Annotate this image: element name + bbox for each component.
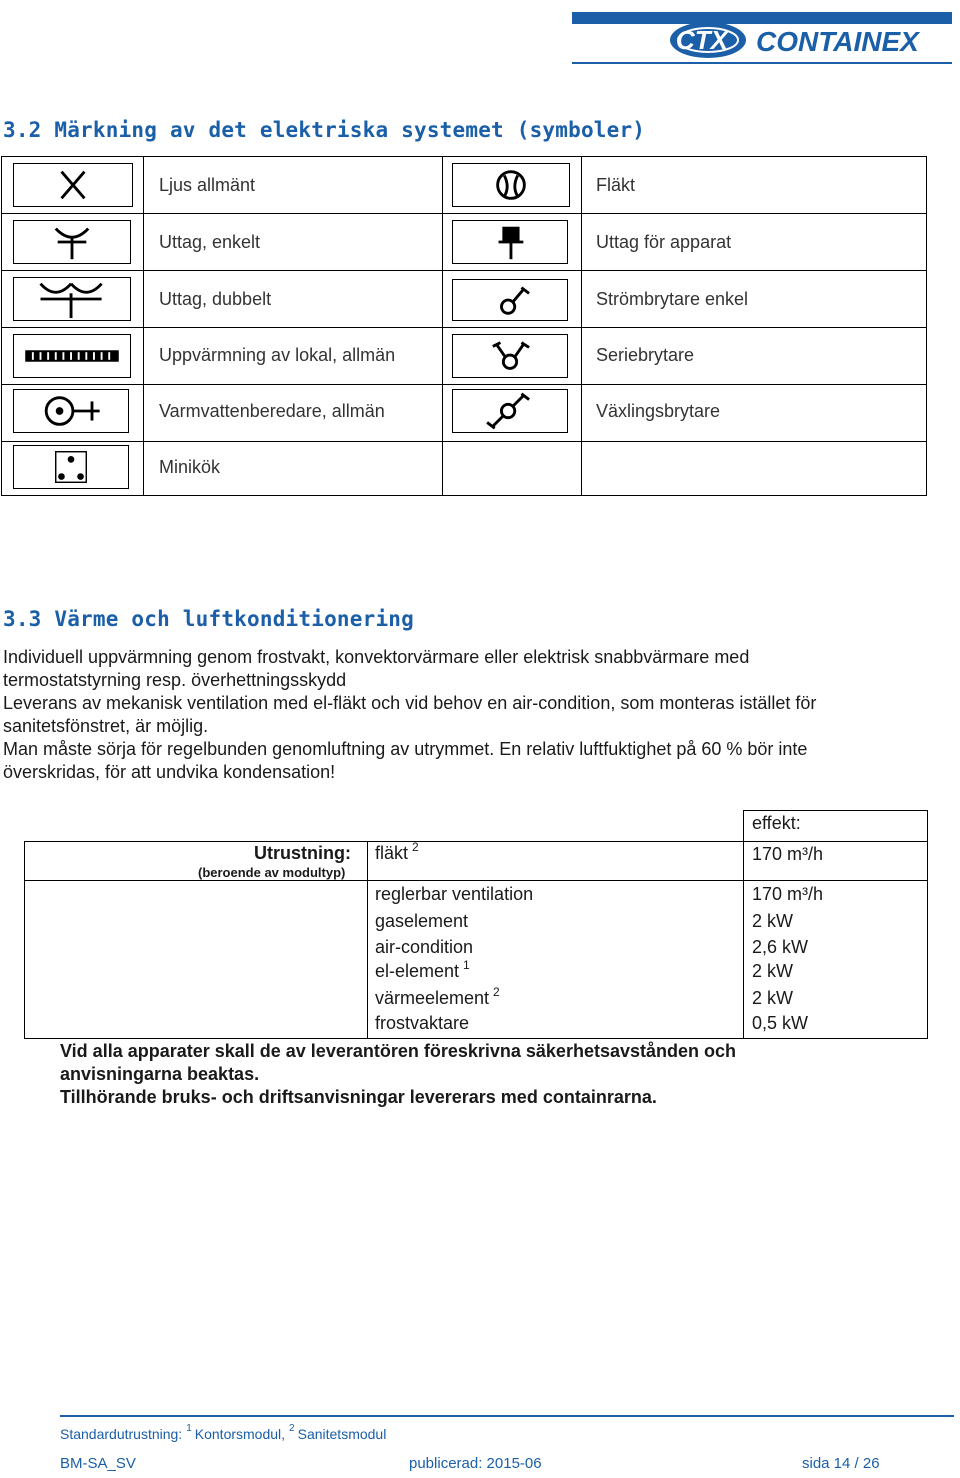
footer-published: publicerad: 2015-06 [409, 1455, 542, 1472]
flakt-icon [452, 163, 570, 207]
equipment-item: fläkt $^2$ [375, 840, 419, 863]
uppvarmning-icon [13, 334, 131, 378]
equipment-item: reglerbar ventilation [375, 884, 534, 904]
footer-page-number: sida 14 / 26 [802, 1455, 880, 1472]
equipment-item: gaselement [375, 911, 469, 931]
paragraph-uppvarmning: Individuell uppvärmning genom frostvakt, konvektorvärmare eller elektrisk snabbvärmare med termostatstyrning resp. överhettningsskydd [3, 647, 750, 690]
effekt-header: effekt: [752, 813, 801, 833]
paragraph-ventilation: Leverans av mekanisk ventilation med el-fläkt och vid behov en air-condition, som monteras istället för sanitetsfönstret, är möjlig. [3, 693, 817, 736]
equipment-label: Utrustning: [254, 843, 351, 863]
equipment-item: air-condition [375, 937, 474, 957]
header-rule [572, 62, 952, 64]
equipment-value: 2,6 kW [752, 937, 809, 957]
section-title-3-3: 3.3 Värme och luftkonditionering [3, 607, 414, 631]
equipment-item: värmeelement $^2$ [375, 985, 500, 1008]
symbol-label-uttag-dubbelt: Uttag, dubbelt [159, 289, 272, 309]
strombrytare-enkel-icon [452, 279, 568, 321]
safety-note-line2: anvisningarna beaktas. [60, 1064, 260, 1084]
footer-legend: Standardutrustning: $^1$ Kontorsmodul, $^2$ Sanitetsmodul [60, 1423, 387, 1442]
symbol-label-uttag-apparat: Uttag för apparat [596, 232, 732, 252]
containex-logo [668, 18, 948, 62]
symbol-table [1, 156, 927, 496]
symbol-label-minikok: Minikök [159, 457, 221, 477]
equipment-value: 2 kW [752, 961, 794, 981]
equipment-value: 170 m³/h [752, 884, 824, 904]
footer-doc-id: BM-SA_SV [60, 1455, 136, 1472]
symbol-label-ljus: Ljus allmänt [159, 175, 256, 195]
equipment-value: 2 kW [752, 911, 794, 931]
paragraph-luftfuktighet: Man måste sörja för regelbunden genomluftning av utrymmet. En relativ luftfuktighet på 60 % bör inte överskridas, för att undvika kondensation! [3, 739, 808, 782]
equipment-item: frostvaktare [375, 1013, 470, 1033]
equipment-value: 2 kW [752, 988, 794, 1008]
minikok-icon [13, 445, 129, 489]
section-title-3-2: 3.2 Märkning av det elektriska systemet (symboler) [3, 118, 646, 142]
svg-text:CTX: CTX [676, 25, 728, 55]
symbol-label-uttag-enkelt: Uttag, enkelt [159, 232, 261, 252]
symbol-label-vaxlingsbrytare: Växlingsbrytare [596, 401, 721, 421]
uttag-enkelt-icon [13, 220, 131, 264]
varmvattenberedare-icon [13, 389, 129, 433]
symbol-label-uppvarmning: Uppvärmning av lokal, allmän [159, 345, 396, 365]
equipment-value: 170 m³/h [752, 844, 824, 864]
footer-rule [60, 1415, 954, 1417]
svg-text:CONTAINEX: CONTAINEX [756, 26, 919, 57]
equipment-sublabel: (beroende av modultyp) [198, 865, 346, 880]
equipment-item: el-element $^1$ [375, 958, 470, 981]
uttag-apparat-icon [452, 220, 568, 264]
symbol-label-varmvatten: Varmvattenberedare, allmän [159, 401, 385, 421]
symbol-label-flakt: Fläkt [596, 175, 636, 195]
manuals-note: Tillhörande bruks- och driftsanvisningar levererars med containrarna. [60, 1087, 657, 1107]
seriebrytare-icon [452, 334, 568, 378]
symbol-label-seriebrytare: Seriebrytare [596, 345, 695, 365]
vaxlingsbrytare-icon [452, 389, 568, 433]
safety-note-line1: Vid alla apparater skall de av leverantören föreskrivna säkerhetsavstånden och [60, 1041, 736, 1061]
ljus-allmant-icon [13, 163, 133, 207]
equipment-value: 0,5 kW [752, 1013, 809, 1033]
symbol-label-strombrytare: Strömbrytare enkel [596, 289, 749, 309]
uttag-dubbelt-icon [13, 277, 131, 321]
